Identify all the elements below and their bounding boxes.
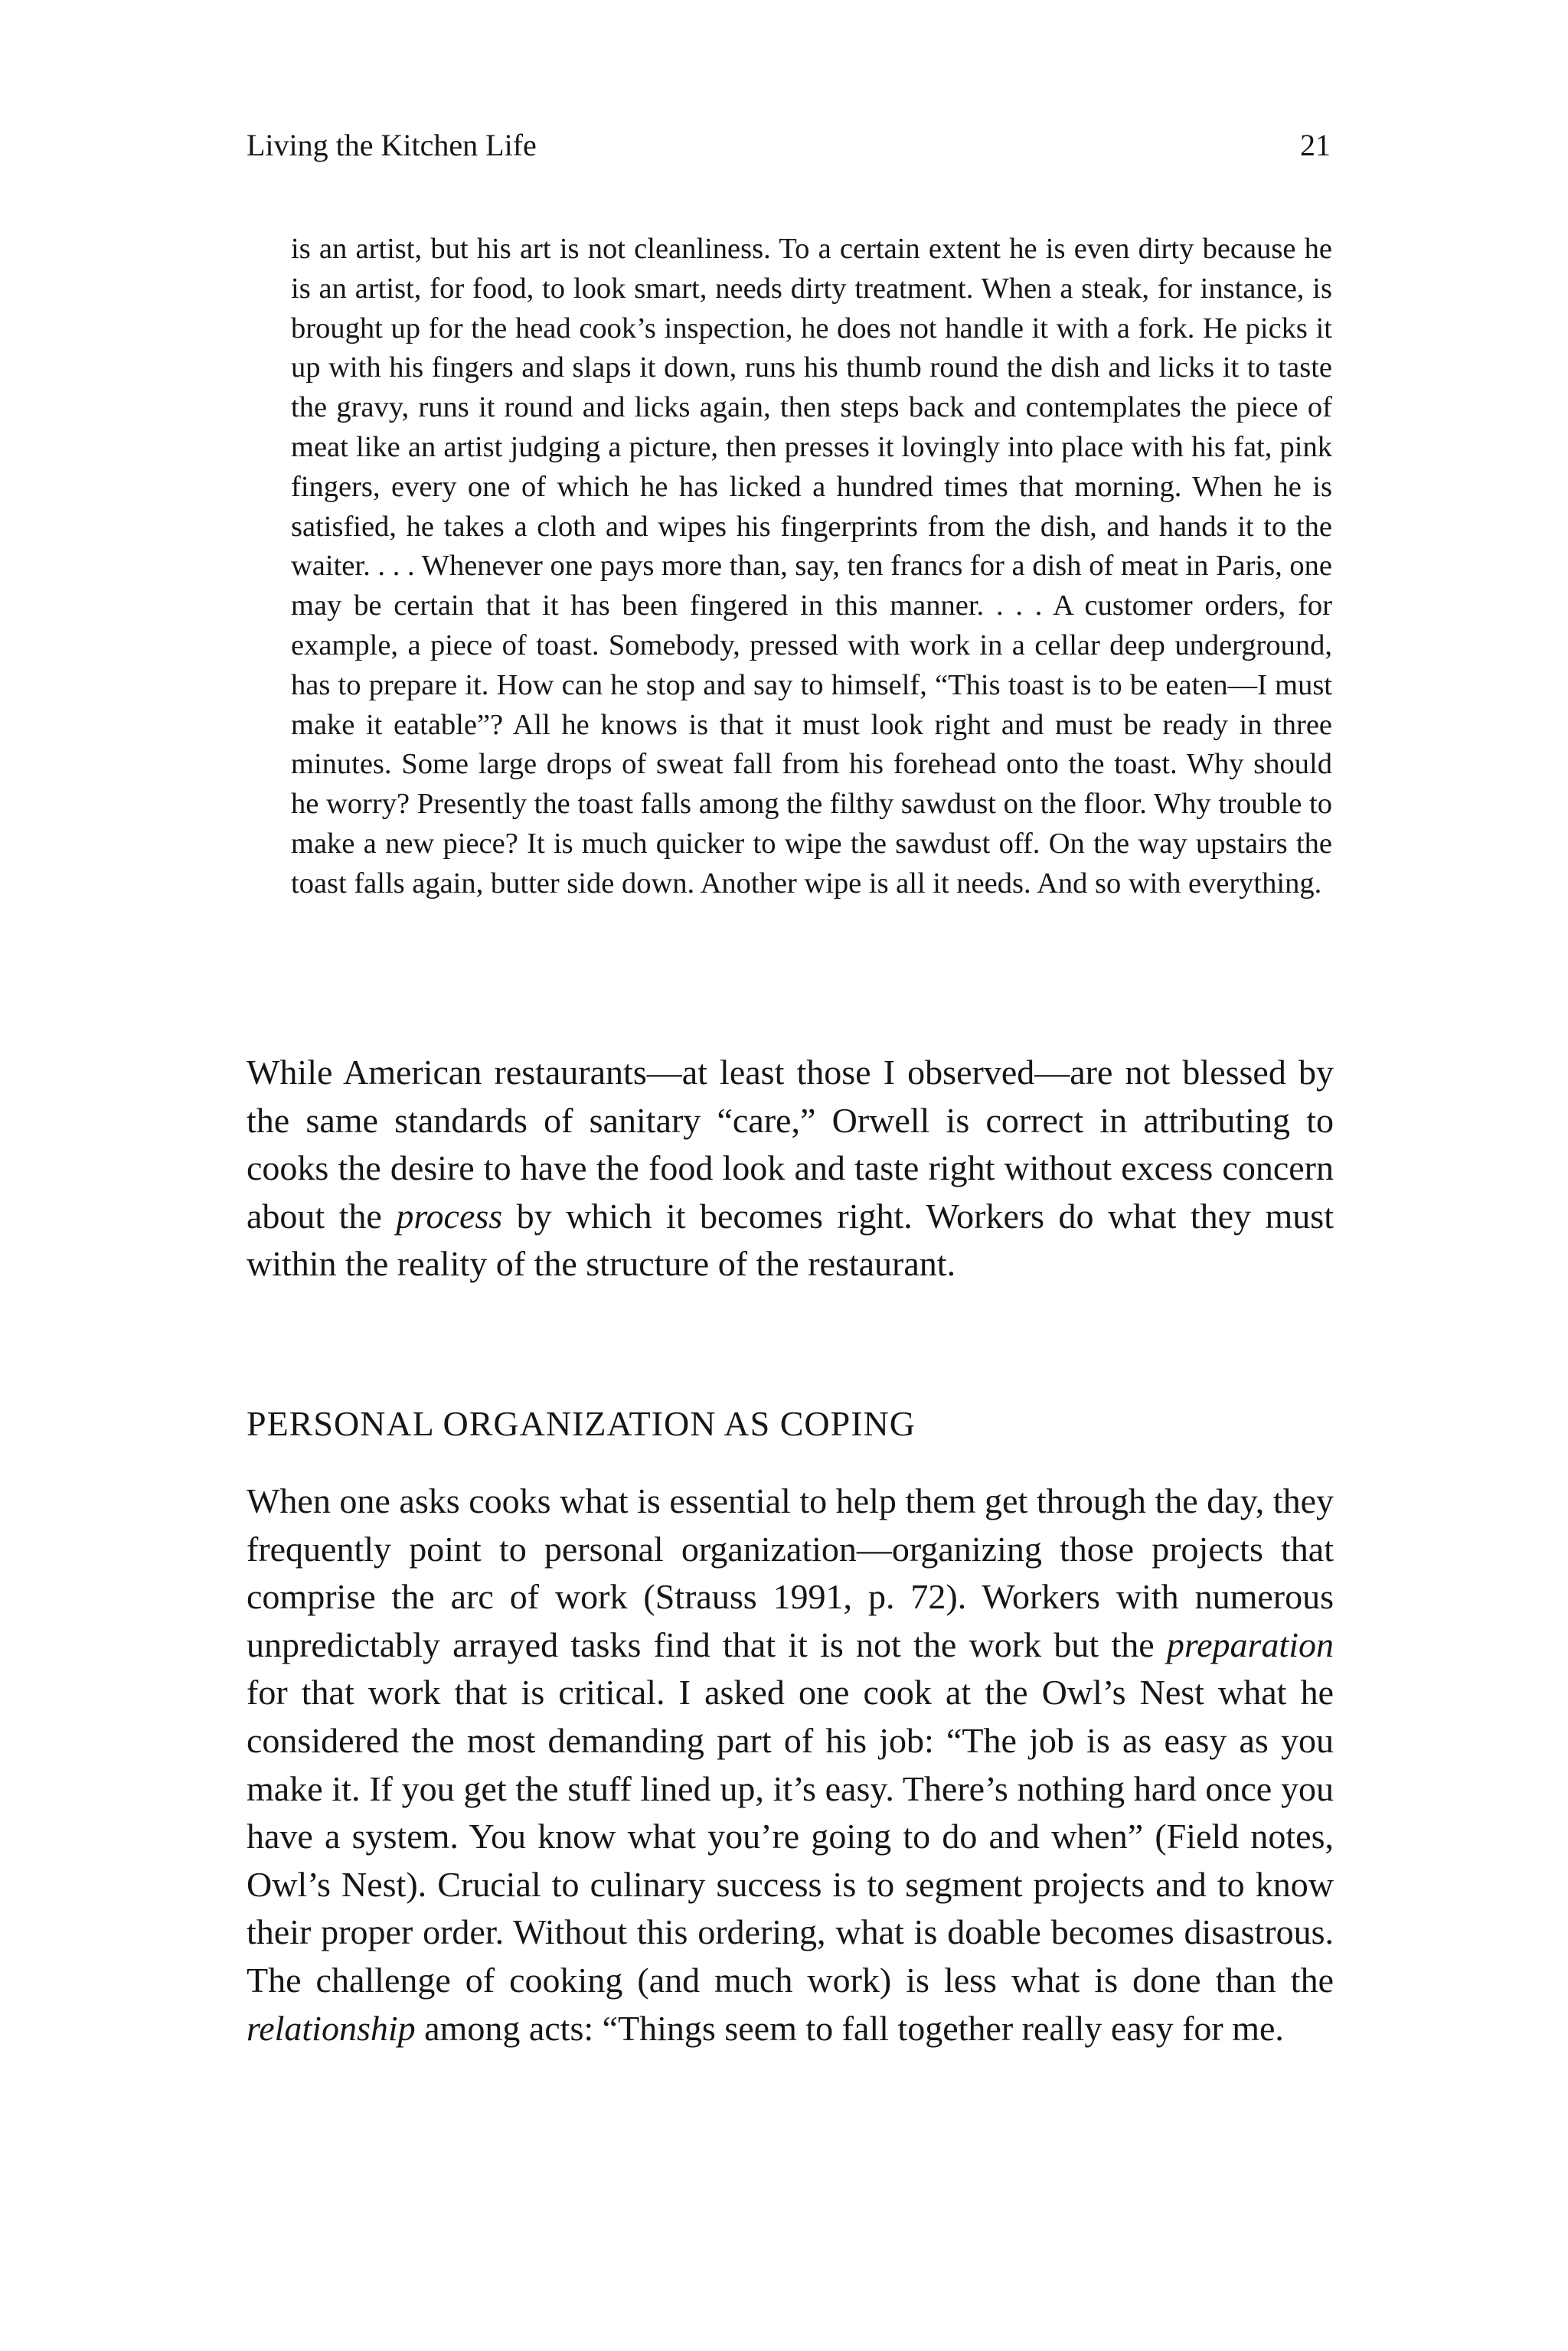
paragraph-text: for that work that is critical. I asked one cook at the Owl’s Nest what he considered the most demanding part of his job: “The job is as easy as you make it. If you get the stuff lined up, it’s easy. There’s nothing hard once you have a system. You know what you’re going to do and when” (Field notes, Owl’s Nest). Crucial to culinary success is to segment projects and to know their proper order. Without this ordering, what is doable becomes disastrous. The challenge of cooking (and much work) is less what is done than the bbox=[247, 1673, 1334, 2000]
section-heading: PERSONAL ORGANIZATION AS COPING bbox=[247, 1404, 916, 1443]
body-paragraph bbox=[247, 1049, 1334, 1288]
paragraph-text: When one asks cooks what is essential to help them get through the day, they frequently point to personal organization—organizing those projects that comprise the arc of work (Strauss 1991, p. 72). Workers with numerous unpredictably arrayed tasks find that it is not the work but the bbox=[247, 1481, 1334, 1664]
paragraph-text: among acts: “Things seem to fall together really easy for me. bbox=[415, 2008, 1284, 2048]
running-head-title: Living the Kitchen Life bbox=[247, 128, 537, 162]
body-paragraph bbox=[247, 1478, 1334, 2052]
running-head bbox=[247, 122, 1331, 168]
italic-term: relationship bbox=[247, 2008, 416, 2048]
block-quote: is an artist, but his art is not cleanliness. To a certain extent he is even dirty because he is an artist, for food, to look smart, needs dirty treatment. When a steak, for instance, is brought up for the head cook’s inspection, he does not handle it with a fork. He picks it up with his fingers and slaps it down, runs his thumb round the dish and licks it to taste the gravy, runs it round and licks again, then steps back and contemplates the piece of meat like an artist judging a picture, then presses it lovingly into place with his fat, pink fingers, every one of which he has licked a hundred times that morning. When he is satisfied, he takes a cloth and wipes his fingerprints from the dish, and hands it to the waiter. . . . Whenever one pays more than, say, ten francs for a dish of meat in Paris, one may be certain that it has been fingered in this manner. . . . A customer orders, for example, a piece of toast. Somebody, pressed with work in a cellar deep underground, has to prepare it. How can he stop and say to himself, “This toast is to be eaten—I must make it eatable”? All he knows is that it must look right and must be ready in three minutes. Some large drops of sweat fall from his forehead onto the toast. Why should he worry? Presently the toast falls among the filthy sawdust on the floor. Why trouble to make a new piece? It is much quicker to wipe the sawdust off. On the way upstairs the toast falls again, butter side down. Another wipe is all it needs. And so with everything. bbox=[291, 233, 1332, 900]
page-number: 21 bbox=[1300, 128, 1331, 162]
italic-term: preparation bbox=[1166, 1624, 1334, 1664]
italic-term: process bbox=[396, 1196, 503, 1236]
paragraph-text: by which it becomes right. Workers do what they must within the reality of the structure of the restaurant. bbox=[247, 1196, 1334, 1284]
paragraph-text: While American restaurants—at least those I observed—are not blessed by the same standards of sanitary “care,” Orwell is correct in attributing to cooks the desire to have the food look and taste right without excess concern about the bbox=[247, 1053, 1334, 1236]
